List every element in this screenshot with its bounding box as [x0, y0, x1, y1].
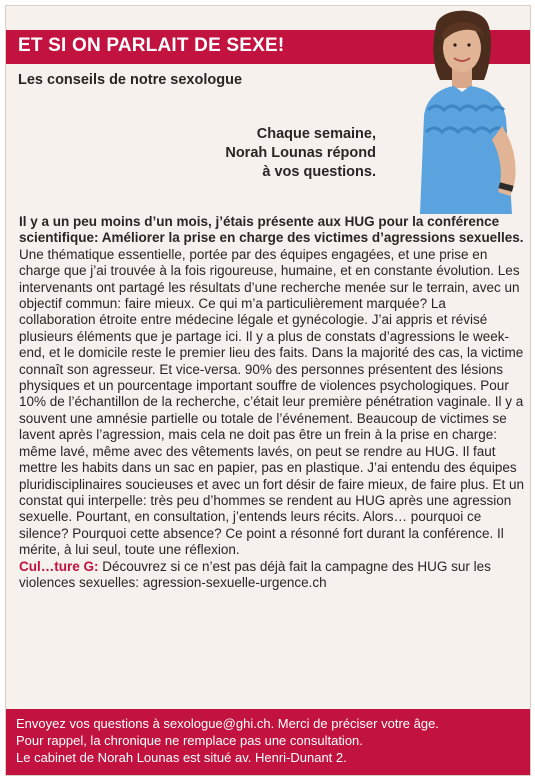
culture-text: Découvrez si ce n’est pas déjà fait la campagne des HUG sur les violences sexuelles: agression-sexuelle-urgence.ch [19, 558, 491, 590]
column-card [5, 5, 531, 776]
footer-banner [6, 709, 530, 775]
column-subtitle: Les conseils de notre sexologue [18, 72, 243, 88]
article-paragraph: Une thématique essentielle, portée par des équipes engagées, et une prise en charge que j’ai trouvée à la fois rigoureuse, humaine, et en constante évolution. Les intervenants ont partagé les résultats d’une recherche menée sur le terrain, avec un objectif commun: faire mieux. Ce qui m’a particulièrement marquée? La collaboration étroite entre médecine légale et gynécologie. J’ai appris et révisé plusieurs éléments que je partage ici. Il y a plus de constats d’agressions le week-end, et le domicile reste le premier lieu des faits. Dans la majorité des cas, la victime connaît son agresseur. Et vice-versa. 90% des personnes présentent des lésions physiques et un pourcentage important souffre de violences psychologiques. Pour 10% de l’échantillon de la recherche, c’était leur première pénétration vaginale. Il y a souvent une amnésie partielle ou totale de l’événement. Beaucoup de victimes se lavent après l’agression, mais cela ne doit pas être un frein à la prise en charge: même lavé, même avec des vêtements lavés, on peut se rendre au HUG. Il faut mettre les habits dans un sac en papier, pas en plastique. J’ai entendu des équipes pluridisciplinaires soucieuses et avec un fort désir de faire mieux, de faire plus. Et un constat qui interpelle: très peu d’hommes se rendent au HUG après une agression sexuelle. Pourtant, en consultation, j’entends leurs récits. Alors… pourquoi ce silence? Pourquoi cette absence? Ce point a résonné fort durant la conférence. Il mérite, à lui seul, toute une réflexion. [19, 246, 525, 558]
intro-line: à vos questions. [262, 164, 376, 180]
column-title: ET SI ON PARLAIT DE SEXE! [18, 35, 285, 56]
portrait-photo-icon [398, 6, 530, 214]
article-lead: Il y a un peu moins d’un mois, j’étais présente aux HUG pour la conférence scientifique: Améliorer la prise en charge des victimes d’agressions sexuelles. [19, 214, 524, 246]
culture-label: Cul…ture G: [19, 558, 99, 574]
culture-note [19, 559, 524, 592]
intro-line: Chaque semaine, [256, 126, 376, 142]
footer-line: Pour rappel, la chronique ne remplace pas une consultation. [16, 733, 363, 748]
intro-text [196, 125, 376, 182]
intro-line: Norah Lounas répond [225, 145, 376, 161]
footer-line: Le cabinet de Norah Lounas est situé av. Henri-Dunant 2. [16, 750, 347, 765]
footer-line: Envoyez vos questions à sexologue@ghi.ch. Merci de préciser votre âge. [16, 716, 439, 731]
article-body [19, 214, 524, 591]
footer-text [16, 715, 526, 766]
